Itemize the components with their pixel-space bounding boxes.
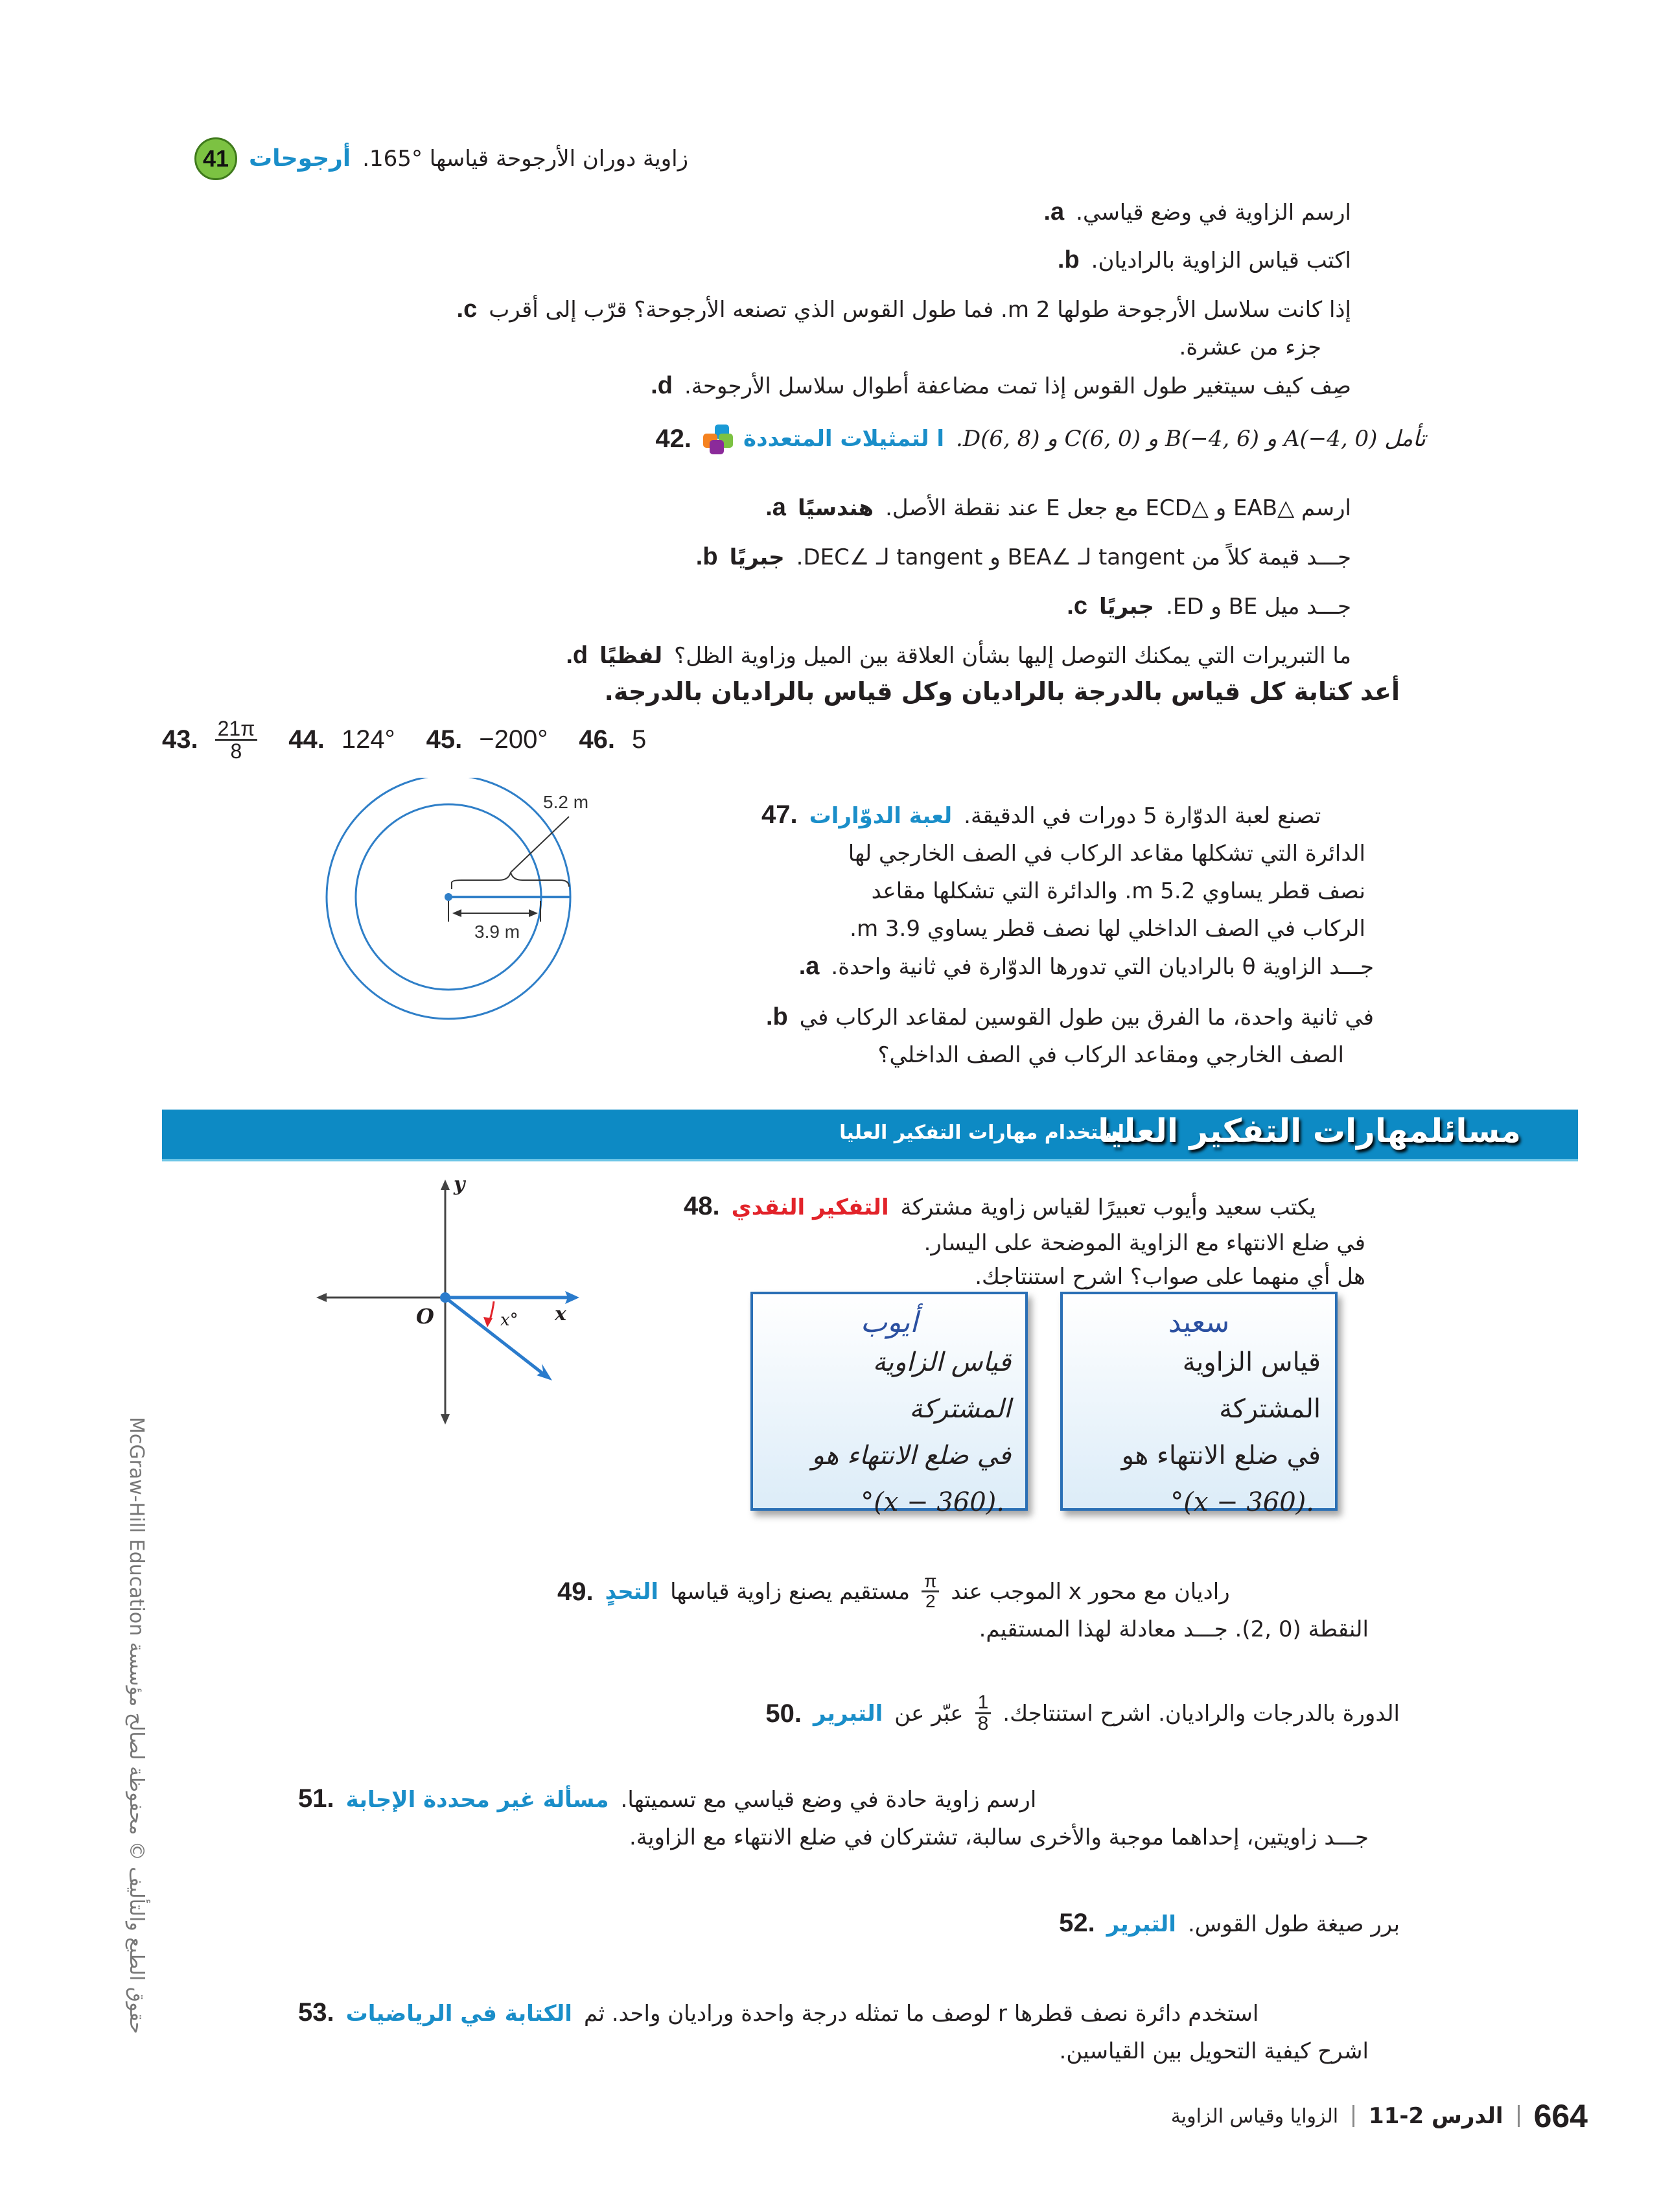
q42-part-d: d. لفظيًا ما التبريرات التي يمكنك التوصل إليها بشأن العلاقة بين الميل وزاوية الظل؟: [566, 642, 1351, 669]
question-number: .42: [655, 425, 692, 453]
lesson-label: الدرس 2-11: [1369, 2103, 1503, 2129]
y-axis-label: y: [454, 1173, 465, 1196]
q47-part-b: b. في ثانية واحدة، ما الفرق بين طول القوسين لمقاعد الركاب في الصف الخارجي ومقاعد الركاب في الصف الداخلي؟: [765, 1003, 1374, 1068]
question-49: .49 التحدٍ مستقيم يصنع زاوية قياسها $\frac{\pi}{2}$ راديان مع محور x الموجب عند النقطة (0 ,2). جـــد معادلة لهذا المستقيم.: [557, 1571, 1369, 1642]
student-name: أيوب: [860, 1306, 918, 1339]
q41-part-d: d. صِف كيف سيتغير طول القوس إذا تمت مضاعفة أطوال سلاسل الأرجوحة.: [651, 372, 1351, 399]
question-title: مسألة غير محددة الإجابة: [345, 1787, 609, 1813]
q41-part-c: c. إذا كانت سلاسل الأرجوحة طولها 2 m. فما طول القوس الذي تصنعه الأرجوحة؟ قرّب إلى أقرب جزء من عشرة.: [456, 296, 1351, 360]
page-footer: [1171, 2097, 1588, 2135]
question-title: أرجوحات: [249, 145, 351, 172]
origin-label: O: [416, 1304, 434, 1329]
q42-part-c: c. جبريًا جـــد ميل BE و ED.: [1067, 592, 1351, 620]
question-52: .52 التبرير برر صيغة طول القوس.: [1059, 1904, 1400, 1943]
question-number: .52: [1059, 1909, 1095, 1937]
inner-radius-label: 3.9 m: [474, 922, 520, 942]
outer-radius-label: 5.2 m: [543, 792, 589, 812]
fraction: $\frac{21\pi}{8}$: [215, 718, 258, 762]
question-number: .50: [765, 1699, 802, 1728]
exercise-instruction: أعد كتابة كل قياس بالدرجة بالراديان وكل قياس بالراديان بالدرجة.: [604, 677, 1400, 706]
divider: [1518, 2105, 1520, 2127]
question-number: .48: [684, 1192, 720, 1220]
question-title: التبرير: [813, 1700, 883, 1727]
question-51: .51 مسألة غير محددة الإجابة ارسم زاوية حادة في وضع قياسي مع تسميتها. جـــد زاويتين، إحداهما موجبة والأخرى سالبة، تشتركان في ضلع الانتهاء مع الزاوية.: [298, 1780, 1400, 1856]
exercise-row: 43. $\frac{21\pi}{8}$ 44. 124° 45. −200° 46. 5: [162, 717, 647, 763]
angle-label: x°: [500, 1310, 518, 1330]
question-number: .47: [761, 800, 798, 829]
chapter-title: الزوايا وقياس الزاوية: [1170, 2104, 1339, 2128]
fraction: $\frac{1}{8}$: [975, 1693, 992, 1734]
question-number: .53: [298, 1998, 334, 2027]
question-title: الكتابة في الرياضيات: [345, 2001, 572, 2027]
q42-part-a: a. هندسيًا ارسم △EAB و △ECD مع جعل E عند نقطة الأصل.: [765, 494, 1351, 521]
multiple-representations-icon: [703, 425, 732, 453]
q41-part-b: b. اكتب قياس الزاوية بالراديان.: [1057, 246, 1351, 274]
section-banner: [162, 1110, 1578, 1161]
question-number: .51: [298, 1784, 334, 1813]
question-stem: زاوية دوران الأرجوحة قياسها °165.: [362, 146, 689, 172]
question-47: .47 لعبة الدوّارات تصنع لعبة الدوّارة 5 دورات في الدقيقة. الدائرة التي تشكلها مقاعد الركاب في الصف الخارجي لها نصف قطر يساوي 5.2 m. والدائرة التي تشكلها مقاعد الركاب في الصف الداخلي لها نصف قطر يساوي 3.9 m.: [761, 796, 1397, 948]
question-number-badge: 41: [194, 137, 237, 180]
question-number: .49: [557, 1577, 594, 1606]
question-42: [655, 420, 1426, 458]
question-title: التحدٍ: [605, 1578, 659, 1605]
copyright-credit: McGraw-Hill Education حقوق الطبع والتأليف © محفوظة لصالح مؤسسة: [125, 1417, 148, 2034]
fraction: $\frac{\pi}{2}$: [922, 1572, 939, 1611]
banner-subtitle: استخدام مهارات التفكير العليا: [839, 1121, 1124, 1144]
question-title: التفكير النقدي: [731, 1194, 889, 1220]
q42-part-b: b. جبريًا جـــد قيمة كلاً من tangent لـ ∠BEA و tangent لـ ∠DEC.: [695, 543, 1351, 570]
question-41: [194, 137, 1426, 180]
question-53: .53 الكتابة في الرياضيات استخدم دائرة نصف قطرها r لوصف ما تمثله درجة واحدة وراديان واحد. ثم اشرح كيفية التحويل بين القياسين.: [298, 1994, 1400, 2070]
question-50: .50 التبرير عبّر عن $\frac{1}{8}$ الدورة بالدرجات والراديان. اشرح استنتاجك.: [765, 1692, 1400, 1734]
concentric-circles-figure: [311, 778, 609, 1076]
q41-part-a: a. ارسم الزاوية في وضع قياسي.: [1043, 198, 1351, 226]
divider: [1352, 2105, 1354, 2127]
coordinate-angle-figure: [311, 1180, 596, 1452]
question-title: ا لتمثيلات المتعددة: [743, 426, 944, 452]
question-48: .48 التفكير النقدي يكتب سعيد وأيوب تعبيرًا لقياس زاوية مشتركة في ضلع الانتهاء مع الزاوية الموضحة على اليسار. هل أي منهما على صواب؟ اشرح استنتاجك.: [684, 1187, 1397, 1294]
page-number: 664: [1533, 2098, 1588, 2134]
student-card-saeed: سعيد قياس الزاوية المشتركة في ضلع الانتهاء هو .(x − 360)°: [1060, 1292, 1338, 1511]
question-stem: تأمل (A(−4, 0 و (B(−4, 6 و (C(6, 0 و (D(6, 8.: [956, 426, 1426, 452]
question-title: التبرير: [1106, 1911, 1176, 1937]
student-card-ayoub: أيوب قياس الزاوية المشتركة في ضلع الانتهاء هو .(360 − x)°: [750, 1292, 1028, 1511]
x-axis-label: x: [555, 1303, 566, 1325]
student-name: سعيد: [1168, 1306, 1230, 1339]
q47-part-a: a. جـــد الزاوية θ بالراديان التي تدورها الدوّارة في ثانية واحدة.: [798, 953, 1374, 980]
question-title: لعبة الدوّارات: [809, 803, 953, 829]
banner-title: مسائلمهارات التفكير العليا: [1098, 1112, 1521, 1150]
